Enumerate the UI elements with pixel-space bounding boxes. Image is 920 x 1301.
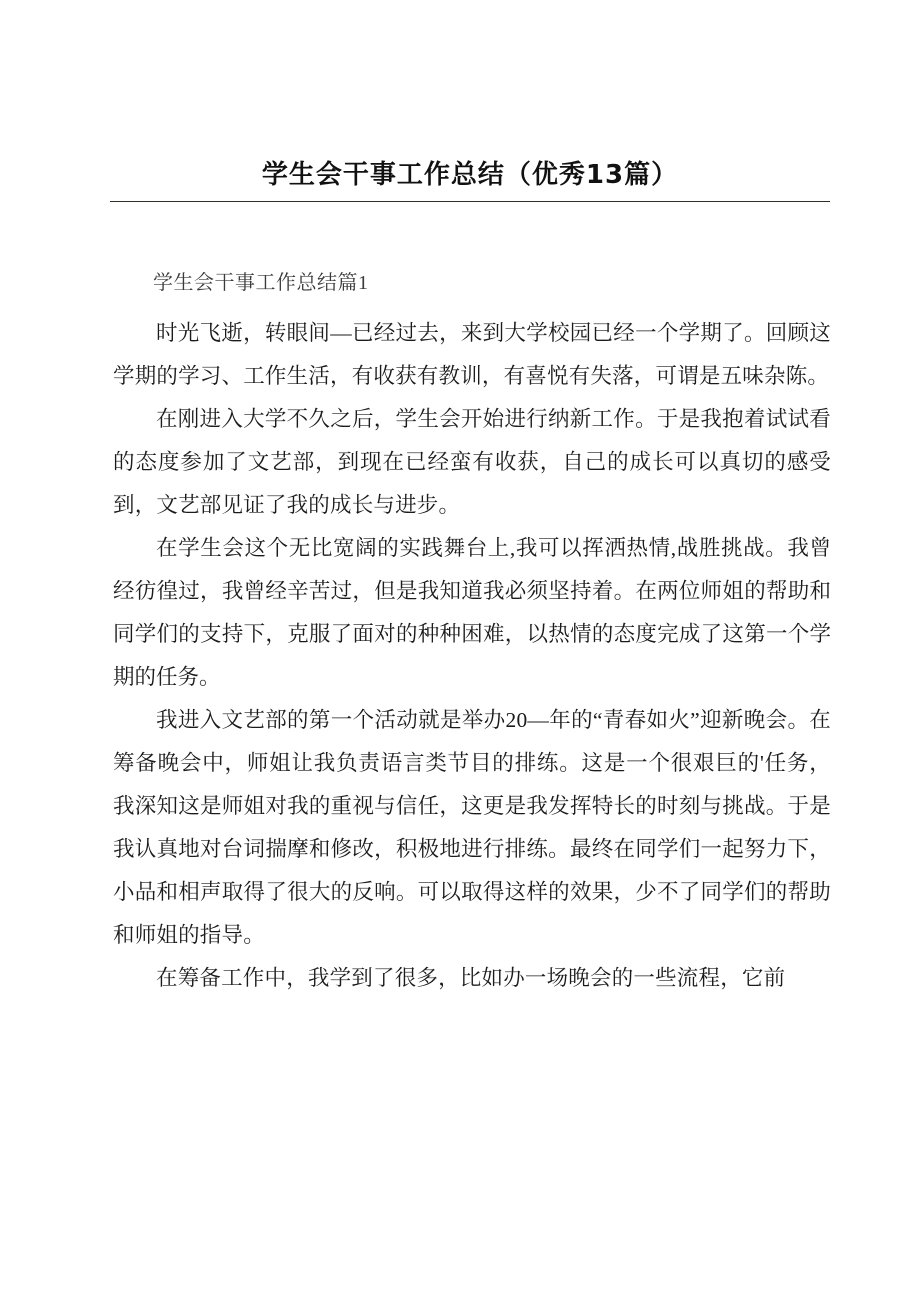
page-title: 学生会干事工作总结（优秀13篇） [261,160,679,190]
body-paragraph: 在刚进入大学不久之后，学生会开始进行纳新工作。于是我抱着试试看的态度参加了文艺部，到现在已经蛮有收获，自己的成长可以真切的感受到，文艺部见证了我的成长与进步。 [113,407,831,517]
section-heading: 学生会干事工作总结篇1 [153,272,369,294]
body-paragraph: 我进入文艺部的第一个活动就是举办20—年的“青春如火”迎新晚会。在筹备晚会中，师姐让我负责语言类节目的排练。这是一个很艰巨的'任务，我深知这是师姐对我的重视与信任，这更是我发挥特长的时刻与挑战。于是我认真地对台词揣摩和修改，积极地进行排练。最终在同学们一起努力下，小品和相声取得了很大的反响。可以取得这样的效果，少不了同学们的帮助和师姐的指导。 [113,708,831,947]
body-paragraph: 在筹备工作中，我学到了很多，比如办一场晚会的一些流程，它前 [156,966,786,990]
body-paragraph: 时光飞逝，转眼间—已经过去，来到大学校园已经一个学期了。回顾这学期的学习、工作生活，有收获有教训，有喜悦有失落，可谓是五味杂陈。 [113,321,831,388]
title-divider [110,201,830,202]
body-paragraph: 在学生会这个无比宽阔的实践舞台上,我可以挥洒热情,战胜挑战。我曾经彷徨过，我曾经辛苦过，但是我知道我必须坚持着。在两位师姐的帮助和同学们的支持下，克服了面对的种种困难，以热情的态度完成了这第一个学期的任务。 [113,536,831,689]
document-body [113,262,831,1000]
title-block [110,155,830,202]
